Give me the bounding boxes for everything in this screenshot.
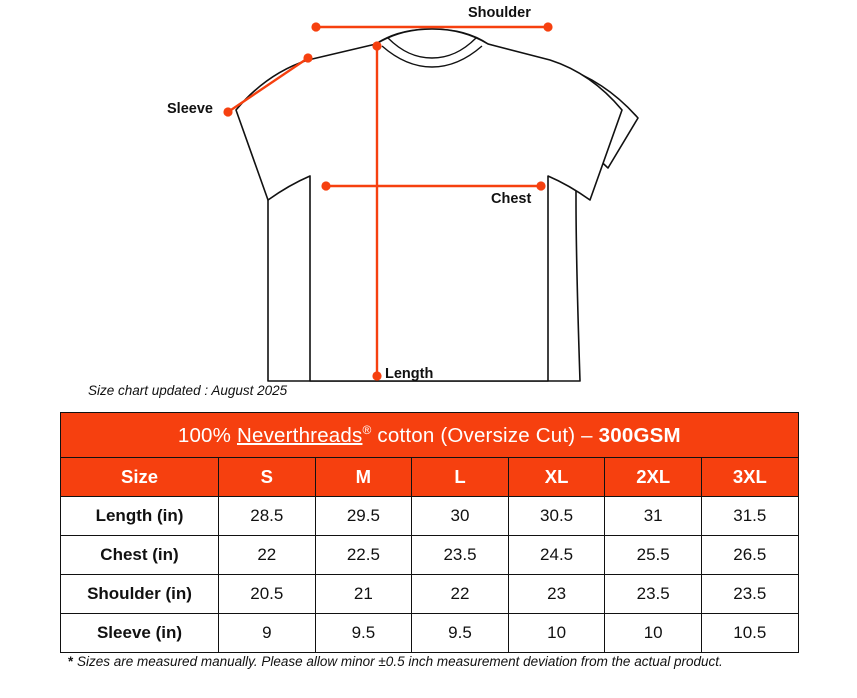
table-title [61, 413, 799, 458]
cell-shoulder-2xl: 23.5 [605, 575, 702, 614]
title-middle: cotton (Oversize Cut) – [371, 423, 599, 447]
cell-length-s: 28.5 [219, 497, 316, 536]
row-label-sleeve: Sleeve (in) [61, 614, 219, 653]
table-row [61, 614, 799, 653]
cell-shoulder-xl: 23 [508, 575, 605, 614]
size-table [60, 412, 799, 653]
cell-sleeve-m: 9.5 [315, 614, 412, 653]
cell-chest-3xl: 26.5 [701, 536, 798, 575]
cell-chest-l: 23.5 [412, 536, 509, 575]
cell-sleeve-xl: 10 [508, 614, 605, 653]
header-cell-2xl: 2XL [605, 458, 702, 497]
cell-sleeve-s: 9 [219, 614, 316, 653]
row-label-length: Length (in) [61, 497, 219, 536]
row-label-shoulder: Shoulder (in) [61, 575, 219, 614]
cell-length-l: 30 [412, 497, 509, 536]
cell-length-m: 29.5 [315, 497, 412, 536]
footnote-text: Sizes are measured manually. Please allow minor ±0.5 inch measurement deviation from the actual product. [73, 654, 723, 669]
header-cell-size: Size [61, 458, 219, 497]
header-cell-s: S [219, 458, 316, 497]
registered-mark-icon: ® [362, 422, 372, 437]
table-row [61, 497, 799, 536]
cell-shoulder-3xl: 23.5 [701, 575, 798, 614]
cell-chest-m: 22.5 [315, 536, 412, 575]
cell-shoulder-l: 22 [412, 575, 509, 614]
title-prefix: 100% [177, 423, 237, 447]
cell-length-3xl: 31.5 [701, 497, 798, 536]
cell-length-xl: 30.5 [508, 497, 605, 536]
table-header-row [61, 458, 799, 497]
label-length: Length [385, 366, 434, 382]
table-row [61, 536, 799, 575]
cell-length-2xl: 31 [605, 497, 702, 536]
cell-chest-s: 22 [219, 536, 316, 575]
label-shoulder: Shoulder [468, 5, 531, 21]
table-title-row [61, 413, 799, 458]
row-label-chest: Chest (in) [61, 536, 219, 575]
title-gsm: 300GSM [598, 423, 681, 447]
label-sleeve: Sleeve [167, 101, 213, 117]
table-row [61, 575, 799, 614]
title-brand: Neverthreads [236, 423, 363, 447]
cell-sleeve-3xl: 10.5 [701, 614, 798, 653]
header-cell-3xl: 3XL [701, 458, 798, 497]
cell-chest-2xl: 25.5 [605, 536, 702, 575]
cell-chest-xl: 24.5 [508, 536, 605, 575]
cell-sleeve-2xl: 10 [605, 614, 702, 653]
chart-updated-note: Size chart updated : August 2025 [88, 383, 288, 398]
header-cell-m: M [315, 458, 412, 497]
footnote [68, 652, 728, 673]
cell-sleeve-l: 9.5 [412, 614, 509, 653]
cell-shoulder-m: 21 [315, 575, 412, 614]
cell-shoulder-s: 20.5 [219, 575, 316, 614]
label-chest: Chest [491, 191, 532, 207]
header-cell-xl: XL [508, 458, 605, 497]
header-cell-l: L [412, 458, 509, 497]
footnote-star: * [68, 654, 74, 669]
